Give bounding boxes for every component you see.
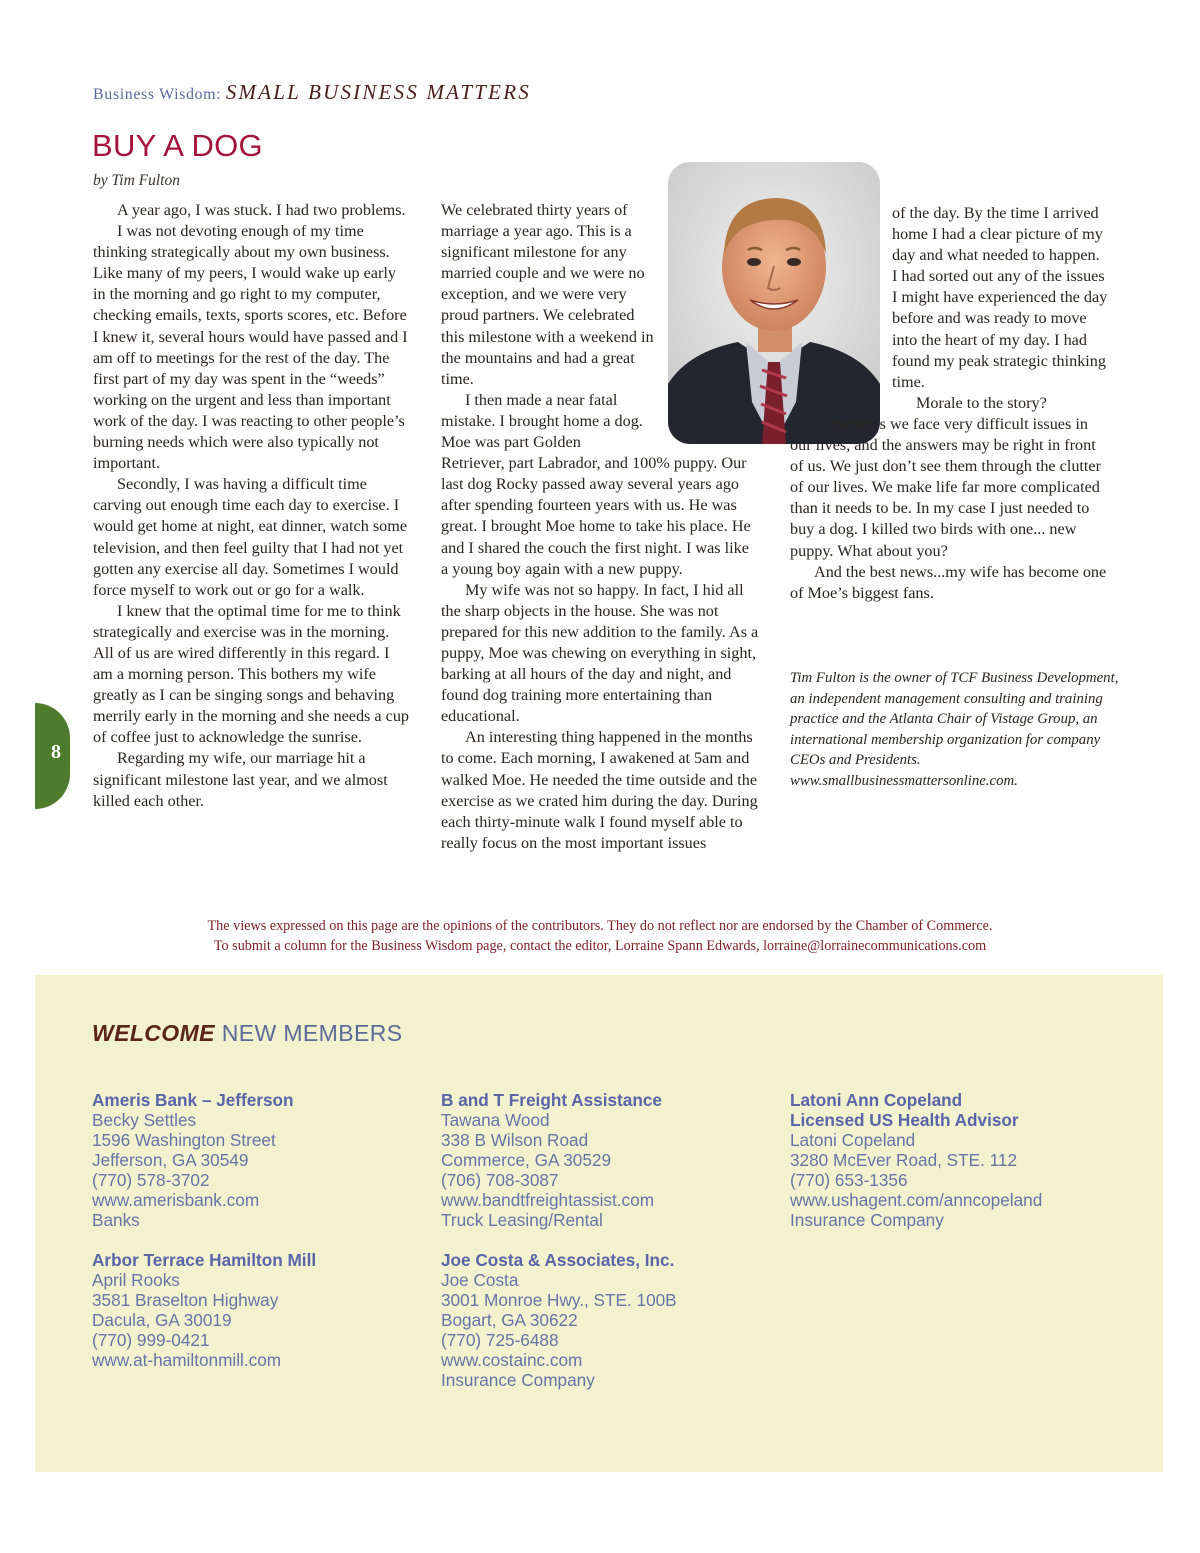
- member-address: 1596 Washington Street: [92, 1130, 276, 1150]
- member-website: www.bandtfreightassist.com: [441, 1190, 655, 1210]
- paragraph: My wife was not so happy. In fact, I hid all the sharp objects in the house. She was not prepared for this new addition to the family. As a puppy, Moe was chewing on everything in sight, barking at all hours of the day and night, and found dog training more entertaining than educational.: [441, 580, 759, 726]
- paragraph: A year ago, I was stuck. I had two problems.: [117, 201, 406, 219]
- member-website: www.at-hamiltonmill.com: [92, 1350, 282, 1370]
- member-phone: (770) 578-3702: [92, 1170, 210, 1190]
- member-name: Arbor Terrace Hamilton Mill: [92, 1250, 317, 1270]
- member-category: Truck Leasing/Rental: [441, 1210, 603, 1230]
- paragraph: Morale to the story?: [916, 393, 1047, 412]
- member-website: www.costainc.com: [441, 1350, 583, 1370]
- paragraph: Retriever, part Labrador, and 100% puppy. Our last dog Rocky passed away several years ago after spending fourteen years with us. He was great. I brought Moe home to take his place. He and I shared the couch the first night. I was like a young boy again with a new puppy.: [441, 454, 751, 578]
- member-entry: [92, 1250, 412, 1370]
- new-members-word: NEW MEMBERS: [221, 1020, 403, 1046]
- member-website: www.ushagent.com/anncopeland: [790, 1190, 1043, 1210]
- disclaimer: [0, 917, 1200, 956]
- members-column-2: [441, 1090, 761, 1410]
- member-phone: (770) 653-1356: [790, 1170, 908, 1190]
- paragraph: Sometimes we face very difficult issues in our lives, and the answers may be right in front of us. We just don’t see them through the clutter of our lives. We make life far more complicated than it needs to be. In my case I just needed to buy a dog. I killed two birds with one... new puppy. What about you?: [790, 414, 1101, 560]
- member-category: Insurance Company: [790, 1210, 944, 1230]
- new-members-panel: [35, 975, 1163, 1472]
- article-byline: by Tim Fulton: [93, 172, 180, 189]
- paragraph: I knew that the optimal time for me to think strategically and exercise was in the morning. All of us are wired differently in this regard. I am a morning person. This bothers my wife greatly as I can be singing songs and behaving merrily early in the morning and she needs a cup of coffee just to acknowledge the sunrise.: [93, 601, 410, 747]
- section-kicker: [93, 80, 531, 105]
- paragraph: I was not devoting enough of my time thinking strategically about my own business. Like many of my peers, I would wake up early in the morning and go right to my computer, checking emails, texts, sports scores, etc. Before I knew it, several hours would have passed and I am off to meetings for the rest of the day. The first part of my day was spent in the “weeds” working on the urgent and less than important work of the day. I was reacting to other people’s burning needs which were also typically not important.: [93, 222, 408, 473]
- member-city: Dacula, GA 30019: [92, 1310, 232, 1330]
- disclaimer-line-1: The views expressed on this page are the opinions of the contributors. They do not reflect nor are endorsed by the Chamber of Commerce.: [207, 918, 993, 934]
- welcome-word: WELCOME: [92, 1020, 215, 1046]
- column-title: SMALL BUSINESS MATTERS: [225, 80, 531, 104]
- author-bio: Tim Fulton is the owner of TCF Business Development, an independent management consulting and training practice and the Atlanta Chair of Vistage Group, an international membership organization for company CEOs and Presidents. www.smallbusinessmattersonline.com.: [790, 670, 1119, 789]
- member-name: Latoni Ann Copeland: [790, 1090, 963, 1110]
- member-website: www.amerisbank.com: [92, 1190, 260, 1210]
- member-name: B and T Freight Assistance: [441, 1090, 662, 1110]
- member-contact: Joe Costa: [441, 1270, 519, 1290]
- member-phone: (770) 999-0421: [92, 1330, 210, 1350]
- member-category: Banks: [92, 1210, 140, 1230]
- page-number-tab: [35, 703, 70, 809]
- member-entry: [790, 1090, 1120, 1230]
- member-contact: Becky Settles: [92, 1110, 197, 1130]
- member-phone: (770) 725-6488: [441, 1330, 559, 1350]
- paragraph: Secondly, I was having a difficult time carving out enough time each day to exercise. I would get home at night, eat dinner, watch some television, and then feel guilty that I had not yet gotten any exercise all day. Sometimes I would force myself to work out or go for a walk.: [93, 475, 408, 599]
- member-address: 3581 Braselton Highway: [92, 1290, 279, 1310]
- member-phone: (706) 708-3087: [441, 1170, 559, 1190]
- member-entry: [92, 1090, 412, 1230]
- member-city: Commerce, GA 30529: [441, 1150, 612, 1170]
- members-column-1: [92, 1090, 412, 1390]
- paragraph: of the day. By the time I arrived home I had a clear picture of my day and what needed to happen. I had sorted out any of the issues I might have experienced the day before and was ready to move into the heart of my day. I had found my peak strategic thinking time.: [892, 204, 1108, 391]
- disclaimer-line-2: To submit a column for the Business Wisdom page, contact the editor, Lorraine Spann Edwards, lorraine@lorrainecommunications.com: [213, 937, 987, 954]
- member-address: 3280 McEver Road, STE. 112: [790, 1150, 1018, 1170]
- text-wrap-around-photo: [790, 203, 1108, 414]
- section-label: Business Wisdom:: [93, 86, 222, 103]
- member-address: 3001 Monroe Hwy., STE. 100B: [441, 1290, 677, 1310]
- member-name: Ameris Bank – Jefferson: [92, 1090, 294, 1110]
- member-contact: Tawana Wood: [441, 1110, 550, 1130]
- paragraph: And the best news...my wife has become one of Moe’s biggest fans.: [790, 562, 1107, 602]
- paragraph: I then made a near fatal mistake. I brought home a dog. Moe was part Golden: [441, 390, 643, 452]
- paragraph: An interesting thing happened in the months to come. Each morning, I awakened at 5am and walked Moe. He needed the time outside and the exercise as we crated him during the day. During each thirty-minute walk I found myself able to really focus on the most important issues: [441, 728, 758, 852]
- paragraph: We celebrated thirty years of marriage a year ago. This is a significant milestone for any married couple and we were no exception, and we were very proud partners. We celebrated this milestone with a weekend in the mountains and had a great time.: [441, 201, 654, 388]
- member-contact: April Rooks: [92, 1270, 180, 1290]
- member-entry: [441, 1250, 761, 1390]
- member-entry: [441, 1090, 761, 1230]
- member-address: 338 B Wilson Road: [441, 1130, 589, 1150]
- member-city: Bogart, GA 30622: [441, 1310, 578, 1330]
- paragraph: Regarding my wife, our marriage hit a significant milestone last year, and we almost killed each other.: [93, 749, 388, 810]
- article-column-3: [790, 203, 1108, 604]
- member-contact: Latoni Copeland: [790, 1130, 916, 1150]
- new-members-heading: [92, 1020, 402, 1047]
- article-title: BUY A DOG: [92, 128, 263, 163]
- page-number: 8: [51, 741, 61, 763]
- member-city: Jefferson, GA 30549: [92, 1150, 249, 1170]
- article-column-1: [93, 200, 411, 812]
- members-column-3: [790, 1090, 1120, 1250]
- member-name: Joe Costa & Associates, Inc.: [441, 1250, 675, 1270]
- text-wrap-around-photo: [441, 200, 655, 453]
- member-title: Licensed US Health Advisor: [790, 1110, 1019, 1130]
- member-category: Insurance Company: [441, 1370, 595, 1390]
